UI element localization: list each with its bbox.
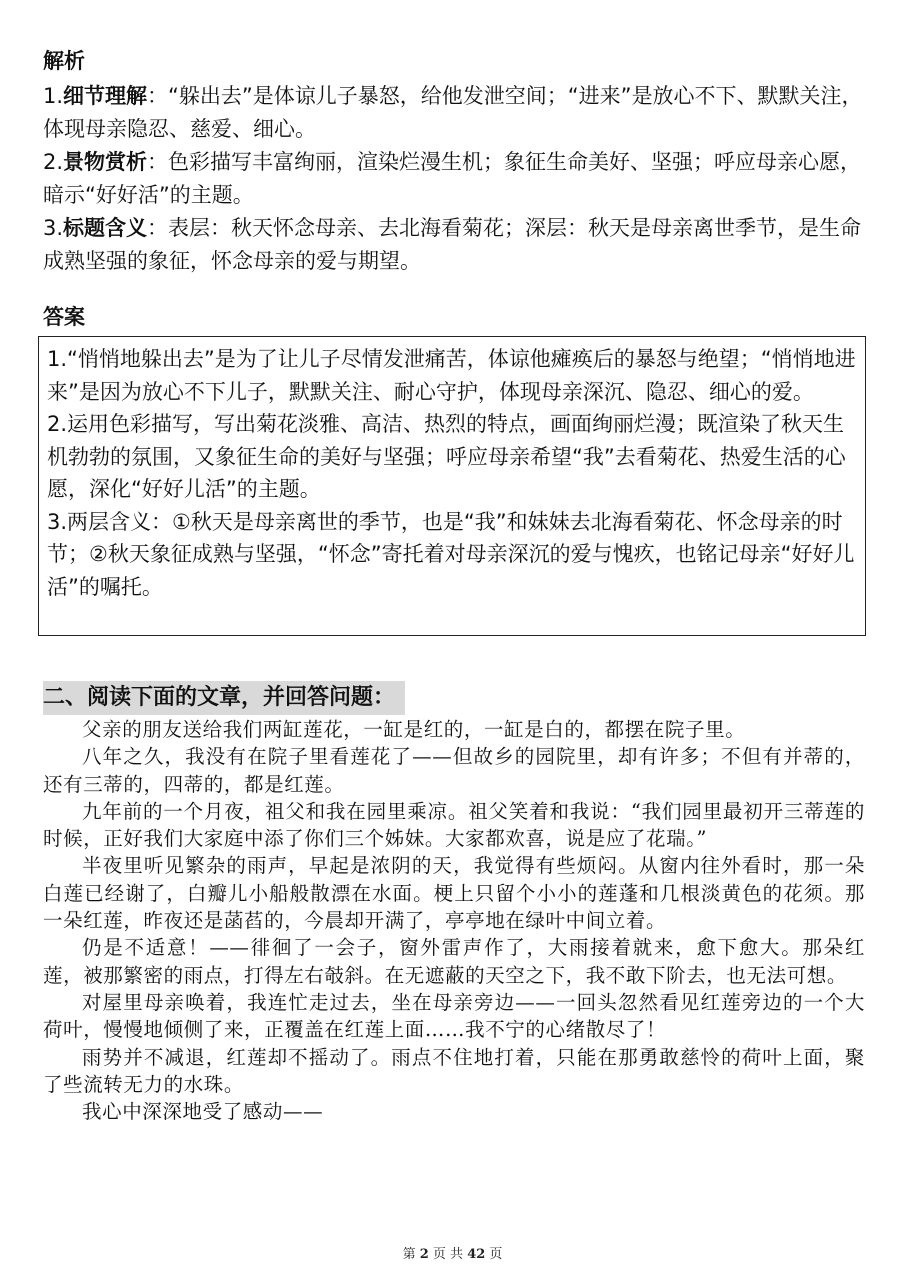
item-number: 3. — [43, 216, 64, 240]
passage-paragraph: 九年前的一个月夜，祖父和我在园里乘凉。祖父笑着和我说：“我们园里最初开三蒂莲的时候，正好我们大家庭中添了你们三个姊妹。大家都欢喜，说是应了花瑞。” — [43, 799, 865, 851]
footer-middle: 页 共 — [432, 1247, 464, 1262]
item-text: ：色彩描写丰富绚丽，渲染烂漫生机；象征生命美好、坚强；呼应母亲心愿，暗示“好好活”的主题。 — [43, 150, 862, 207]
answer-box — [38, 336, 866, 636]
answer-heading: 答案 — [43, 305, 85, 329]
passage-paragraph: 对屋里母亲唤着，我连忙走过去，坐在母亲旁边——一回头忽然看见红莲旁边的一个大荷叶，慢慢地倾侧了来，正覆盖在红莲上面……我不宁的心绪散尽了！ — [43, 990, 865, 1042]
item-title: 景物赏析 — [63, 150, 148, 174]
answer-item: 2.运用色彩描写，写出菊花淡雅、高洁、热烈的特点，画面绚丽烂漫；既渲染了秋天生机勃勃的氛围，又象征生命的美好与坚强；呼应母亲希望“我”去看菊花、热爱生活的心愿，深化“好好儿活”的主题。 — [47, 412, 846, 501]
item-title: 标题含义 — [63, 216, 148, 240]
item-number: 1. — [43, 84, 64, 108]
item-text: ：表层：秋天怀念母亲、去北海看菊花；深层：秋天是母亲离世季节，是生命成熟坚强的象征，怀念母亲的爱与期望。 — [43, 216, 862, 273]
item-title: 细节理解 — [63, 84, 148, 108]
item-number: 2. — [43, 150, 64, 174]
analysis-item — [43, 80, 863, 146]
answer-item: 1.“悄悄地躲出去”是为了让儿子尽情发泄痛苦，体谅他瘫痪后的暴怒与绝望；“悄悄地进来”是因为放心不下儿子，默默关注、耐心守护，体现母亲深沉、隐忍、细心的爱。 — [47, 347, 856, 404]
passage-paragraph: 我心中深深地受了感动—— — [82, 1100, 324, 1124]
passage-paragraph: 仍是不适意！——徘徊了一会子，窗外雷声作了，大雨接着就来，愈下愈大。那朵红莲，被那繁密的雨点，打得左右攲斜。在无遮蔽的天空之下，我不敢下阶去，也无法可想。 — [43, 936, 865, 987]
analysis-item — [43, 146, 863, 212]
answer-item: 3.两层含义：①秋天是母亲离世的季节，也是“我”和妹妹去北海看菊花、怀念母亲的时节；②秋天象征成熟与坚强，“怀念”寄托着对母亲深沉的爱与愧疚，也铭记母亲“好好儿活”的嘱托。 — [47, 509, 855, 599]
passage-paragraph: 八年之久，我没有在院子里看莲花了——但故乡的园院里，却有许多；不但有并蒂的，还有三蒂的，四蒂的，都是红莲。 — [43, 745, 865, 796]
analysis-section — [43, 80, 863, 278]
analysis-heading: 解析 — [43, 49, 85, 73]
passage-paragraph: 半夜里听见繁杂的雨声，早起是浓阴的天，我觉得有些烦闷。从窗内往外看时，那一朵白莲已经谢了，白瓣儿小船般散漂在水面。梗上只留个小小的莲蓬和几根淡黄色的花须。那一朵红莲，昨夜还是菡萏的，今晨却开满了，亭亭地在绿叶中间立着。 — [43, 854, 865, 933]
page-total: 42 — [467, 1247, 486, 1262]
page-number: 2 — [419, 1247, 429, 1262]
reading-passage — [43, 716, 865, 1125]
passage-paragraph: 父亲的朋友送给我们两缸莲花，一缸是红的，一缸是白的，都摆在院子里。 — [82, 718, 746, 741]
footer-prefix: 第 — [402, 1247, 416, 1262]
page-footer — [0, 1243, 905, 1262]
passage-paragraph: 雨势并不减退，红莲却不摇动了。雨点不住地打着，只能在那勇敢慈怜的荷叶上面，聚了些流转无力的水珠。 — [43, 1045, 865, 1096]
item-text: ：“躲出去”是体谅儿子暴怒，给他发泄空间；“进来”是放心不下、默默关注，体现母亲隐忍、慈爱、细心。 — [43, 84, 863, 141]
section-title: 二、阅读下面的文章，并回答问题： — [43, 681, 405, 715]
footer-suffix: 页 — [489, 1247, 503, 1262]
analysis-item — [43, 212, 863, 278]
